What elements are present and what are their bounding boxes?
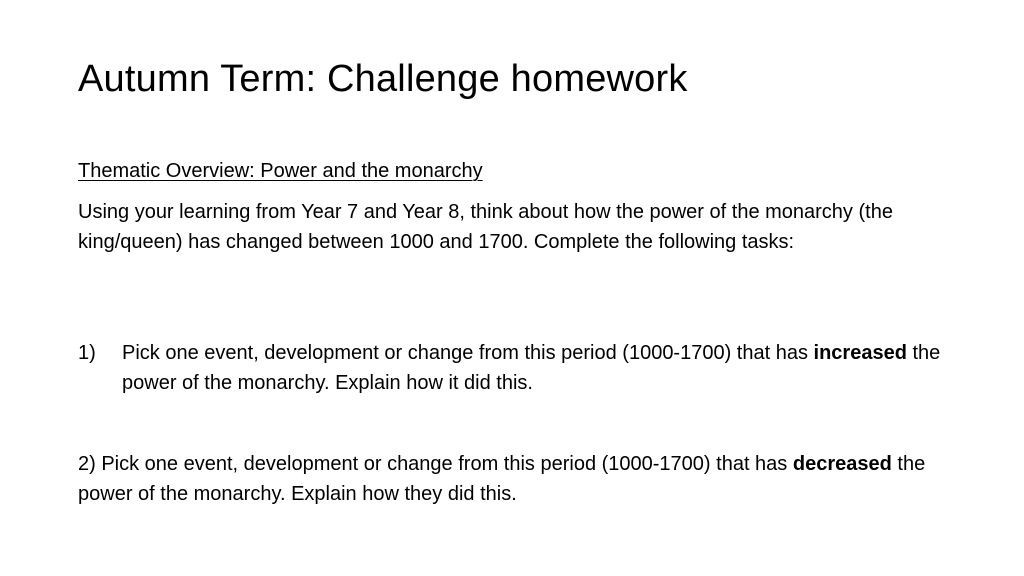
slide-title: Autumn Term: Challenge homework xyxy=(78,58,688,100)
intro-paragraph: Using your learning from Year 7 and Year 8, think about how the power of the monarchy (the king/queen) has changed between 1000 and 1700. Complete the following tasks: xyxy=(78,201,893,253)
task-2 xyxy=(78,449,958,509)
task-2-text-after: the power of the monarchy. Explain how they did this. xyxy=(78,453,926,505)
task-1-number: 1) xyxy=(78,342,96,364)
task-1-text-before: Pick one event, development or change from this period (1000-1700) that has xyxy=(122,342,814,364)
subheading: Thematic Overview: Power and the monarchy xyxy=(78,160,483,182)
task-1-emphasis: increased xyxy=(813,342,907,364)
task-2-text-before: 2) Pick one event, development or change from this period (1000-1700) that has xyxy=(78,453,793,475)
task-1 xyxy=(78,338,958,398)
task-2-emphasis: decreased xyxy=(792,453,892,475)
task-1-text-after: the power of the monarchy. Explain how it did this. xyxy=(122,342,941,394)
task-1-text xyxy=(122,338,958,398)
